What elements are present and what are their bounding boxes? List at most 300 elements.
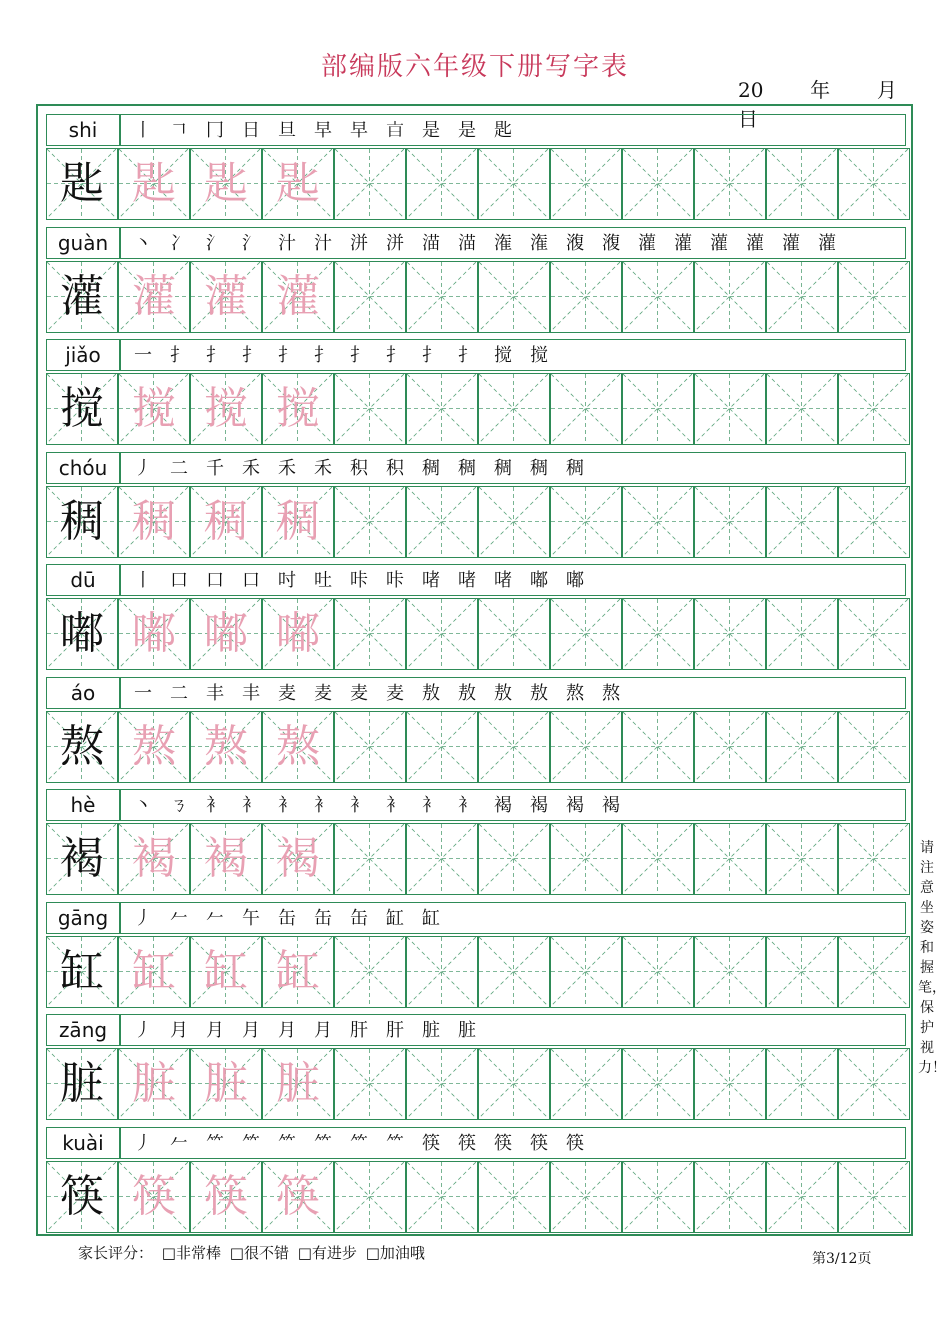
stroke-step: ⺮ [314, 1132, 332, 1154]
practice-cell[interactable] [334, 261, 406, 333]
pinyin: gāng [57, 905, 109, 930]
date-day-label: 日 [738, 107, 758, 131]
rice-grid-guides [695, 262, 764, 331]
rating-option[interactable]: □非常棒 [161, 1244, 221, 1262]
rice-grid-guides [695, 712, 764, 781]
practice-cell[interactable] [478, 711, 550, 783]
stroke-step: 嘟 [566, 570, 584, 591]
stroke-step: 缸 [422, 907, 440, 929]
rice-grid-guides [767, 374, 836, 443]
stroke-step: 丰 [206, 682, 224, 704]
practice-cell[interactable] [622, 261, 694, 333]
practice-cell[interactable] [478, 373, 550, 445]
stroke-step: 𣅀 [386, 120, 404, 141]
practice-cell[interactable] [550, 711, 622, 783]
practice-cell[interactable] [766, 486, 838, 558]
rice-grid-guides [839, 599, 908, 668]
rice-grid-guides [407, 712, 476, 781]
practice-cell[interactable] [838, 936, 910, 1008]
rice-grid-guides [623, 1162, 692, 1231]
practice-cell[interactable] [622, 486, 694, 558]
practice-cell[interactable] [406, 1161, 478, 1233]
practice-cell[interactable] [838, 1048, 910, 1120]
practice-cell[interactable] [550, 598, 622, 670]
character-block [46, 564, 906, 670]
rice-grid-guides [767, 937, 836, 1006]
stroke-step: 敖 [530, 682, 548, 704]
character-block [46, 452, 906, 558]
trace-character: 稠 [204, 495, 248, 547]
stroke-step: 筷 [566, 1132, 584, 1154]
stroke-step: 氵 [242, 232, 260, 254]
stroke-step: 二 [170, 682, 188, 704]
stroke-step: 缶 [350, 907, 368, 929]
stroke-step: 早 [314, 120, 332, 141]
trace-character: 缸 [204, 945, 248, 997]
stroke-step: 衤 [314, 795, 332, 816]
practice-cell[interactable] [478, 486, 550, 558]
stroke-step: 匙 [494, 120, 512, 141]
stroke-step: ⺮ [242, 1132, 260, 1154]
practice-cell[interactable] [334, 823, 406, 895]
rice-grid-guides [695, 149, 764, 218]
stroke-step: 稠 [494, 457, 512, 479]
practice-cell[interactable] [766, 936, 838, 1008]
trace-character-cell [190, 936, 262, 1008]
character-block [46, 1127, 906, 1233]
rice-grid-guides [407, 149, 476, 218]
rice-grid-guides [551, 374, 620, 443]
rice-grid-guides [767, 712, 836, 781]
stroke-sequence [125, 340, 557, 372]
practice-cell[interactable] [622, 1048, 694, 1120]
rice-grid-guides [839, 1162, 908, 1231]
stroke-step: 灌 [638, 232, 656, 254]
practice-cell[interactable] [694, 1048, 766, 1120]
practice-cell[interactable] [334, 148, 406, 220]
model-character: 灌 [60, 270, 104, 322]
stroke-step: 搅 [530, 345, 548, 366]
rice-grid-guides [695, 599, 764, 668]
rice-grid-guides [551, 937, 620, 1006]
rice-grid-guides [407, 374, 476, 443]
practice-cell[interactable] [622, 148, 694, 220]
stroke-order-row [46, 227, 906, 259]
writing-grid-row [46, 261, 906, 333]
practice-cell[interactable] [334, 1161, 406, 1233]
rice-grid-guides [767, 1049, 836, 1118]
stroke-step: 𠂉 [170, 1132, 188, 1154]
writing-grid-row [46, 936, 906, 1008]
stroke-step: 洴 [350, 232, 368, 254]
practice-cell[interactable] [478, 823, 550, 895]
practice-cell[interactable] [838, 261, 910, 333]
trace-character: 脏 [204, 1058, 248, 1109]
stroke-step: ㄋ [170, 795, 188, 816]
practice-cell[interactable] [622, 598, 694, 670]
practice-cell[interactable] [622, 823, 694, 895]
character-block [46, 789, 906, 895]
writing-grid-row [46, 148, 906, 220]
stroke-step: 衤 [242, 795, 260, 816]
character-block [46, 227, 906, 333]
trace-character: 灌 [276, 270, 320, 322]
stroke-step: ⺮ [386, 1132, 404, 1154]
stroke-step: 缶 [314, 907, 332, 929]
practice-cell[interactable] [838, 598, 910, 670]
practice-cell[interactable] [334, 486, 406, 558]
practice-cell[interactable] [766, 1161, 838, 1233]
practice-cell[interactable] [838, 711, 910, 783]
practice-cell[interactable] [550, 936, 622, 1008]
trace-character-cell [262, 598, 334, 670]
rice-grid-guides [839, 1049, 908, 1118]
stroke-step: 𠂉 [206, 907, 224, 929]
parent-rating [78, 1242, 429, 1263]
practice-cell[interactable] [694, 711, 766, 783]
stroke-step: 丿 [134, 457, 152, 479]
practice-cell[interactable] [334, 711, 406, 783]
stroke-step: 扌 [278, 345, 296, 366]
practice-cell[interactable] [334, 373, 406, 445]
trace-character-cell [118, 1048, 190, 1120]
stroke-step: 禾 [242, 457, 260, 479]
practice-cell[interactable] [406, 373, 478, 445]
stroke-step: 筷 [494, 1132, 512, 1154]
rice-grid-guides [623, 262, 692, 331]
rice-grid-guides [695, 1049, 764, 1118]
rice-grid-guides [767, 824, 836, 893]
stroke-step: 渵 [458, 232, 476, 254]
stroke-step: 口 [206, 570, 224, 591]
practice-cell[interactable] [694, 936, 766, 1008]
stroke-order-row [46, 677, 906, 709]
rating-option[interactable]: □很不错 [229, 1244, 289, 1262]
stroke-step: 旦 [278, 120, 296, 141]
trace-character: 嘟 [132, 608, 176, 659]
practice-cell[interactable] [694, 598, 766, 670]
model-character-cell [46, 261, 118, 333]
practice-cell[interactable] [694, 148, 766, 220]
trace-character-cell [262, 1048, 334, 1120]
rice-grid-guides [767, 262, 836, 331]
practice-cell[interactable] [550, 148, 622, 220]
practice-cell[interactable] [694, 1161, 766, 1233]
trace-character: 缸 [276, 945, 320, 997]
divider [119, 790, 121, 820]
practice-cell[interactable] [694, 823, 766, 895]
trace-character: 稠 [132, 495, 176, 547]
trace-character: 熬 [276, 720, 320, 772]
practice-cell[interactable] [406, 1048, 478, 1120]
trace-character: 稠 [276, 495, 320, 547]
stroke-order-row [46, 114, 906, 146]
model-character-cell [46, 936, 118, 1008]
trace-character-cell [262, 486, 334, 558]
practice-cell[interactable] [766, 823, 838, 895]
pinyin: jiǎo [65, 343, 101, 367]
stroke-step: 脏 [422, 1020, 440, 1041]
stroke-step: 灌 [818, 232, 836, 254]
stroke-step: 咔 [386, 570, 404, 591]
stroke-step: 日 [242, 120, 260, 141]
rice-grid-guides [839, 487, 908, 556]
stroke-sequence [125, 1128, 593, 1160]
stroke-step: 吐 [314, 570, 332, 591]
practice-cell[interactable] [838, 148, 910, 220]
trace-character-cell [118, 598, 190, 670]
practice-cell[interactable] [406, 936, 478, 1008]
stroke-step: 潅 [530, 232, 548, 254]
practice-cell[interactable] [622, 936, 694, 1008]
stroke-step: 嘟 [530, 570, 548, 591]
stroke-step: 丶 [134, 795, 152, 816]
stroke-step: 汁 [278, 232, 296, 254]
model-character: 褐 [60, 833, 104, 884]
stroke-sequence [125, 678, 629, 710]
character-block [46, 339, 906, 445]
practice-cell[interactable] [406, 823, 478, 895]
practice-cell[interactable] [838, 486, 910, 558]
stroke-step: 口 [170, 570, 188, 591]
stroke-step: 早 [350, 120, 368, 141]
practice-cell[interactable] [622, 373, 694, 445]
rice-grid-guides [767, 149, 836, 218]
trace-character-cell [190, 1048, 262, 1120]
trace-character-cell [118, 486, 190, 558]
rice-grid-guides [407, 824, 476, 893]
stroke-sequence [125, 453, 593, 485]
stroke-step: 𠃍 [170, 120, 188, 141]
stroke-step: 𠂉 [170, 907, 188, 929]
stroke-step: 稠 [458, 457, 476, 479]
page-title: 部编版六年级下册写字表 [320, 52, 629, 82]
stroke-step: 丨 [134, 120, 152, 141]
stroke-step: 稠 [530, 457, 548, 479]
stroke-step: 积 [386, 457, 404, 479]
practice-cell[interactable] [478, 598, 550, 670]
stroke-step: 筷 [422, 1132, 440, 1154]
stroke-step: 扌 [314, 345, 332, 366]
stroke-step: 灌 [674, 232, 692, 254]
date-month-label: 月 [876, 78, 897, 102]
practice-cell[interactable] [478, 936, 550, 1008]
practice-cell[interactable] [406, 598, 478, 670]
practice-cell[interactable] [550, 1161, 622, 1233]
model-character: 缸 [60, 945, 104, 997]
rice-grid-guides [335, 262, 404, 331]
stroke-step: 敖 [494, 682, 512, 704]
stroke-order-row [46, 1014, 906, 1046]
stroke-step: 吋 [278, 570, 296, 591]
practice-cell[interactable] [838, 1161, 910, 1233]
rice-grid-guides [551, 1049, 620, 1118]
stroke-step: 禾 [314, 457, 332, 479]
stroke-step: 咔 [350, 570, 368, 591]
rice-grid-guides [551, 1162, 620, 1231]
stroke-step: 月 [170, 1020, 188, 1041]
stroke-step: 扌 [422, 345, 440, 366]
rice-grid-guides [695, 374, 764, 443]
practice-cell[interactable] [622, 711, 694, 783]
stroke-step: 褐 [530, 795, 548, 816]
character-block [46, 902, 906, 1008]
rice-grid-guides [695, 1162, 764, 1231]
practice-cell[interactable] [478, 1161, 550, 1233]
stroke-step: 麦 [314, 682, 332, 704]
stroke-step: 千 [206, 457, 224, 479]
stroke-step: 麦 [386, 682, 404, 704]
model-character: 匙 [60, 158, 104, 209]
rating-option[interactable]: □加油哦 [365, 1244, 425, 1262]
model-character: 熬 [60, 720, 104, 772]
trace-character-cell [190, 486, 262, 558]
rice-grid-guides [839, 149, 908, 218]
stroke-step: 褐 [566, 795, 584, 816]
stroke-step: 熬 [602, 682, 620, 704]
trace-character: 嘟 [276, 608, 320, 659]
trace-character: 褐 [132, 833, 176, 884]
trace-character-cell [190, 823, 262, 895]
rice-grid-guides [479, 937, 548, 1006]
trace-character: 搅 [276, 383, 320, 434]
practice-cell[interactable] [550, 823, 622, 895]
practice-cell[interactable] [334, 598, 406, 670]
trace-character: 脏 [276, 1058, 320, 1109]
trace-character: 灌 [132, 270, 176, 322]
rice-grid-guides [623, 599, 692, 668]
practice-cell[interactable] [550, 373, 622, 445]
stroke-step: 丨 [134, 570, 152, 591]
model-character: 脏 [60, 1058, 104, 1109]
practice-cell[interactable] [550, 261, 622, 333]
stroke-step: 麦 [350, 682, 368, 704]
stroke-order-row [46, 789, 906, 821]
stroke-step: 扌 [386, 345, 404, 366]
rice-grid-guides [335, 1162, 404, 1231]
rice-grid-guides [551, 599, 620, 668]
practice-cell[interactable] [406, 148, 478, 220]
stroke-step: 月 [206, 1020, 224, 1041]
rice-grid-guides [839, 374, 908, 443]
stroke-sequence [125, 1015, 485, 1047]
practice-cell[interactable] [838, 823, 910, 895]
practice-cell[interactable] [694, 373, 766, 445]
stroke-step: 搅 [494, 345, 512, 366]
rice-grid-guides [407, 262, 476, 331]
stroke-step: 丿 [134, 1020, 152, 1041]
rice-grid-guides [551, 149, 620, 218]
trace-character: 搅 [132, 383, 176, 434]
rice-grid-guides [695, 824, 764, 893]
rice-grid-guides [407, 1049, 476, 1118]
practice-cell[interactable] [406, 261, 478, 333]
practice-cell[interactable] [766, 148, 838, 220]
date-year-prefix: 20 [738, 78, 764, 102]
trace-character-cell [190, 1161, 262, 1233]
practice-cell[interactable] [766, 261, 838, 333]
stroke-step: ⺮ [350, 1132, 368, 1154]
pinyin: chóu [58, 455, 108, 480]
stroke-step: 月 [242, 1020, 260, 1041]
stroke-step: 褐 [494, 795, 512, 816]
rice-grid-guides [479, 374, 548, 443]
practice-cell[interactable] [478, 148, 550, 220]
practice-cell[interactable] [766, 1048, 838, 1120]
writing-grid-row [46, 373, 906, 445]
trace-character: 熬 [204, 720, 248, 772]
writing-grid-row [46, 1048, 906, 1120]
practice-cell[interactable] [406, 486, 478, 558]
practice-cell[interactable] [766, 598, 838, 670]
stroke-step: 丰 [242, 682, 260, 704]
rating-option[interactable]: □有进步 [297, 1244, 357, 1262]
trace-character: 匙 [132, 158, 176, 209]
rice-grid-guides [335, 487, 404, 556]
practice-cell[interactable] [694, 261, 766, 333]
stroke-step: 是 [458, 120, 476, 141]
rice-grid-guides [407, 487, 476, 556]
trace-character-cell [118, 711, 190, 783]
rice-grid-guides [479, 262, 548, 331]
divider [119, 1128, 121, 1158]
trace-character: 筷 [276, 1170, 320, 1222]
stroke-step: 潅 [494, 232, 512, 254]
practice-cell[interactable] [550, 486, 622, 558]
stroke-step: 筷 [458, 1132, 476, 1154]
trace-character-cell [262, 711, 334, 783]
stroke-order-row [46, 1127, 906, 1159]
stroke-step: 脏 [458, 1020, 476, 1041]
stroke-step: 衤 [458, 795, 476, 816]
stroke-step: 扌 [170, 345, 188, 366]
practice-cell[interactable] [766, 711, 838, 783]
stroke-sequence [125, 228, 845, 260]
trace-character-cell [190, 373, 262, 445]
trace-character-cell [118, 1161, 190, 1233]
practice-cell[interactable] [478, 1048, 550, 1120]
stroke-step: 禾 [278, 457, 296, 479]
divider [119, 115, 121, 145]
model-character-cell [46, 711, 118, 783]
practice-cell[interactable] [334, 1048, 406, 1120]
pinyin: dū [70, 568, 96, 592]
pinyin: áo [70, 680, 96, 705]
practice-cell[interactable] [766, 373, 838, 445]
practice-cell[interactable] [406, 711, 478, 783]
rice-grid-guides [335, 374, 404, 443]
stroke-sequence [125, 903, 449, 935]
character-block [46, 677, 906, 783]
practice-cell[interactable] [334, 936, 406, 1008]
rice-grid-guides [479, 599, 548, 668]
stroke-order-row [46, 564, 906, 596]
rice-grid-guides [335, 149, 404, 218]
stroke-step: 敖 [422, 682, 440, 704]
rice-grid-guides [479, 824, 548, 893]
practice-cell[interactable] [838, 373, 910, 445]
rice-grid-guides [335, 599, 404, 668]
rice-grid-guides [767, 487, 836, 556]
stroke-step: 澓 [602, 232, 620, 254]
practice-cell[interactable] [622, 1161, 694, 1233]
practice-cell[interactable] [694, 486, 766, 558]
divider [119, 340, 121, 370]
practice-cell[interactable] [550, 1048, 622, 1120]
rice-grid-guides [623, 1049, 692, 1118]
practice-cell[interactable] [478, 261, 550, 333]
trace-character: 嘟 [204, 608, 248, 659]
